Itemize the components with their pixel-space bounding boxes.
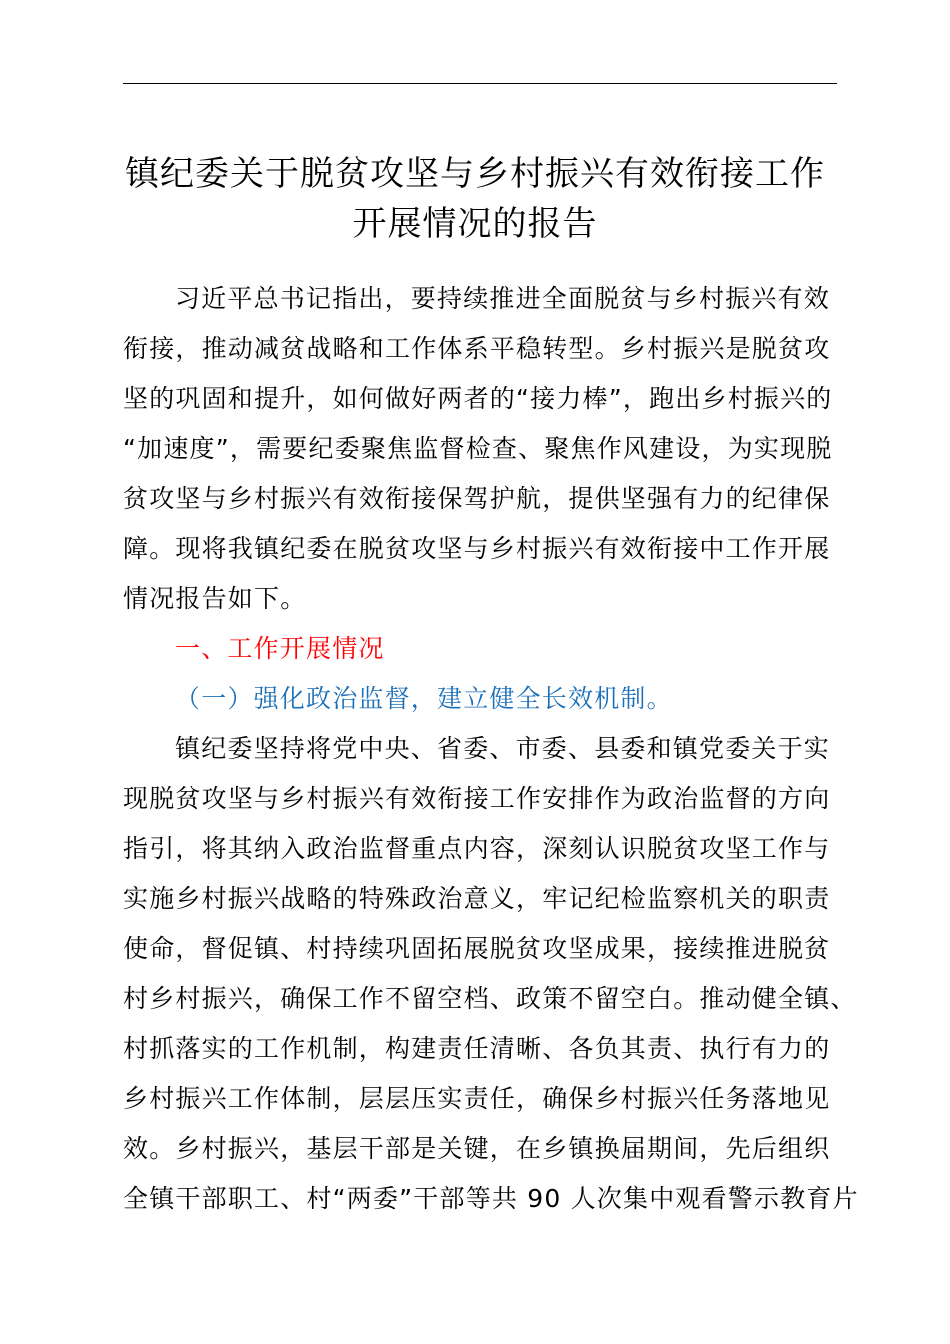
paragraph-line: 现脱贫攻坚与乡村振兴有效衔接工作安排作为政治监督的方向 [123, 784, 831, 813]
intro-line: 衔接，推动减贫战略和工作体系平稳转型。乡村振兴是脱贫攻 [123, 334, 831, 363]
paragraph-line: 指引，将其纳入政治监督重点内容，深刻认识脱贫攻坚工作与 [123, 834, 831, 863]
document-body [123, 274, 859, 1224]
intro-line: 坚的巩固和提升，如何做好两者的“接力棒”，跑出乡村振兴的 [123, 384, 833, 413]
subsection-heading: （一）强化政治监督，建立健全长效机制。 [175, 684, 673, 713]
document-title-line-1: 镇纪委关于脱贫攻坚与乡村振兴有效衔接工作 [125, 154, 825, 194]
paragraph-line: 使命，督促镇、村持续巩固拓展脱贫攻坚成果，接续推进脱贫 [123, 934, 831, 963]
paragraph-line: 村乡村振兴，确保工作不留空档、政策不留空白。推动健全镇、 [123, 984, 857, 1013]
intro-line: 障。现将我镇纪委在脱贫攻坚与乡村振兴有效衔接中工作开展 [123, 534, 831, 563]
intro-line: 情况报告如下。 [123, 584, 307, 613]
paragraph-line: 效。乡村振兴，基层干部是关键，在乡镇换届期间，先后组织 [123, 1134, 831, 1163]
intro-line: 习近平总书记指出，要持续推进全面脱贫与乡村振兴有效 [175, 284, 831, 313]
header-rule [123, 83, 837, 84]
paragraph-line: 全镇干部职工、村“两委”干部等共 90 人次集中观看警示教育片 [123, 1184, 859, 1213]
section-heading: 一、工作开展情况 [175, 634, 385, 663]
paragraph-line: 村抓落实的工作机制，构建责任清晰、各负其责、执行有力的 [123, 1034, 831, 1063]
intro-line: “加速度”，需要纪委聚焦监督检查、聚焦作风建设，为实现脱 [123, 434, 833, 463]
document-title-line-2: 开展情况的报告 [352, 204, 598, 244]
paragraph-line: 实施乡村振兴战略的特殊政治意义，牢记纪检监察机关的职责 [123, 884, 831, 913]
paragraph-line: 镇纪委坚持将党中央、省委、市委、县委和镇党委关于实 [175, 734, 831, 763]
paragraph-line: 乡村振兴工作体制，层层压实责任，确保乡村振兴任务落地见 [123, 1084, 831, 1113]
intro-line: 贫攻坚与乡村振兴有效衔接保驾护航，提供坚强有力的纪律保 [123, 484, 831, 513]
